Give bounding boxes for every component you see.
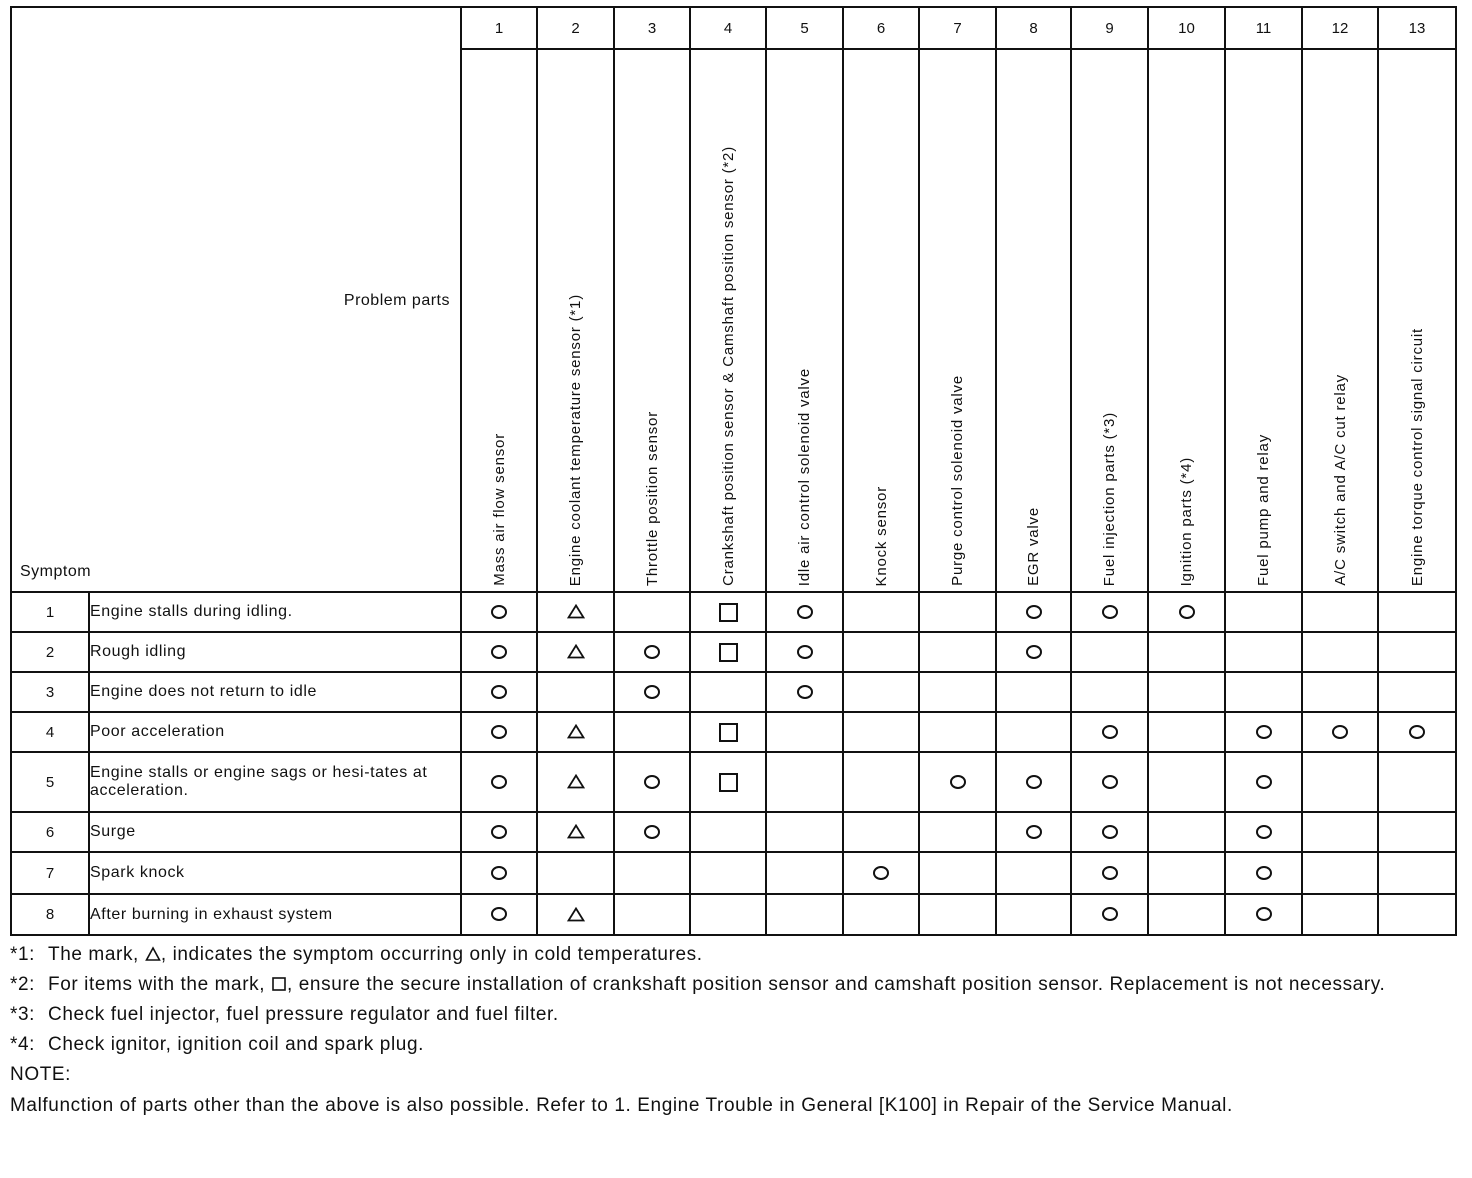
matrix-cell <box>1225 852 1302 894</box>
matrix-cell <box>919 632 996 672</box>
footnote-3-tag: *3: <box>10 1004 36 1025</box>
circle-mark-icon <box>1256 907 1272 921</box>
circle-mark-icon <box>950 775 966 789</box>
part-header-4 <box>690 49 766 592</box>
matrix-cell <box>461 672 537 712</box>
circle-mark-icon <box>644 645 660 659</box>
circle-mark-icon <box>1332 725 1348 739</box>
matrix-cell <box>1378 712 1456 752</box>
circle-mark-icon <box>644 825 660 839</box>
matrix-cell <box>1071 672 1148 712</box>
part-header-3 <box>614 49 690 592</box>
matrix-cell <box>843 894 919 935</box>
matrix-cell <box>614 712 690 752</box>
matrix-cell <box>690 812 766 852</box>
part-number-7: 7 <box>919 7 996 49</box>
circle-mark-icon <box>491 825 507 839</box>
circle-mark-icon <box>491 866 507 880</box>
corner-header-cell <box>11 7 461 592</box>
matrix-cell <box>1302 812 1378 852</box>
matrix-cell <box>690 712 766 752</box>
symptom-name: Engine stalls during idling. <box>89 592 461 632</box>
matrix-cell <box>1302 852 1378 894</box>
matrix-cell <box>843 592 919 632</box>
circle-mark-icon <box>1102 605 1118 619</box>
part-name-11: Fuel pump and relay <box>1255 434 1272 586</box>
symptom-name: Surge <box>89 812 461 852</box>
matrix-cell <box>919 592 996 632</box>
circle-mark-icon <box>491 685 507 699</box>
circle-mark-icon <box>797 605 813 619</box>
matrix-cell <box>1378 852 1456 894</box>
matrix-cell <box>919 812 996 852</box>
matrix-cell <box>1071 752 1148 812</box>
footnote-2 <box>10 970 1456 1000</box>
part-name-4: Crankshaft position sensor & Camshaft position sensor (*2) <box>719 146 737 586</box>
matrix-cell <box>461 852 537 894</box>
part-header-2 <box>537 49 614 592</box>
triangle-mark-icon <box>567 774 585 789</box>
matrix-cell <box>537 812 614 852</box>
part-header-9 <box>1071 49 1148 592</box>
matrix-cell <box>1148 852 1225 894</box>
matrix-cell <box>614 852 690 894</box>
part-header-1 <box>461 49 537 592</box>
matrix-cell <box>537 752 614 812</box>
symptom-number: 1 <box>11 592 89 632</box>
symptom-row <box>11 894 1456 935</box>
matrix-cell <box>1378 812 1456 852</box>
part-header-8 <box>996 49 1071 592</box>
matrix-cell <box>919 672 996 712</box>
footnote-4-tag: *4: <box>10 1034 36 1055</box>
matrix-cell <box>690 632 766 672</box>
part-header-7 <box>919 49 996 592</box>
matrix-cell <box>1225 712 1302 752</box>
part-name-3: Throttle position sensor <box>643 410 661 586</box>
matrix-cell <box>766 852 843 894</box>
matrix-cell <box>461 812 537 852</box>
matrix-cell <box>537 712 614 752</box>
symptom-row <box>11 632 1456 672</box>
matrix-cell <box>537 894 614 935</box>
trouble-matrix-table <box>10 6 1457 936</box>
matrix-cell <box>996 712 1071 752</box>
part-header-6 <box>843 49 919 592</box>
circle-mark-icon <box>1026 605 1042 619</box>
part-header-10 <box>1148 49 1225 592</box>
matrix-cell <box>1071 812 1148 852</box>
symptom-row <box>11 672 1456 712</box>
matrix-cell <box>1302 752 1378 812</box>
circle-mark-icon <box>1026 825 1042 839</box>
matrix-cell <box>843 632 919 672</box>
circle-mark-icon <box>1256 775 1272 789</box>
matrix-cell <box>537 632 614 672</box>
symptom-name: Poor acceleration <box>89 712 461 752</box>
circle-mark-icon <box>491 645 507 659</box>
matrix-cell <box>1071 894 1148 935</box>
symptom-row <box>11 592 1456 632</box>
matrix-cell <box>843 712 919 752</box>
matrix-cell <box>1302 592 1378 632</box>
matrix-cell <box>690 592 766 632</box>
matrix-cell <box>690 852 766 894</box>
matrix-cell <box>614 752 690 812</box>
matrix-cell <box>766 812 843 852</box>
matrix-cell <box>919 894 996 935</box>
symptom-number: 8 <box>11 894 89 935</box>
matrix-cell <box>614 632 690 672</box>
footnote-4 <box>10 1030 1456 1060</box>
note-text: Malfunction of parts other than the above is also possible. Refer to 1. Engine Trouble in General [K100] in Repair of the Service Manual. <box>10 1095 1233 1116</box>
symptom-row <box>11 752 1456 812</box>
part-header-11 <box>1225 49 1302 592</box>
part-name-13: Engine torque control signal circuit <box>1408 327 1426 586</box>
matrix-cell <box>766 712 843 752</box>
part-name-5: Idle air control solenoid valve <box>796 367 813 586</box>
part-number-11: 11 <box>1225 7 1302 49</box>
matrix-cell <box>1378 894 1456 935</box>
matrix-cell <box>461 712 537 752</box>
symptom-name: After burning in exhaust system <box>89 894 461 935</box>
matrix-cell <box>1378 592 1456 632</box>
matrix-cell <box>1378 632 1456 672</box>
matrix-cell <box>614 812 690 852</box>
circle-mark-icon <box>1102 725 1118 739</box>
matrix-cell <box>766 632 843 672</box>
circle-mark-icon <box>644 685 660 699</box>
circle-mark-icon <box>644 775 660 789</box>
part-name-9: Fuel injection parts (*3) <box>1101 411 1118 586</box>
matrix-cell <box>614 894 690 935</box>
matrix-cell <box>919 712 996 752</box>
matrix-cell <box>1148 752 1225 812</box>
matrix-cell <box>461 894 537 935</box>
footnote-3 <box>10 1000 1456 1030</box>
symptom-number: 3 <box>11 672 89 712</box>
footnote-4-text: Check ignitor, ignition coil and spark plug. <box>48 1034 424 1055</box>
part-number-1: 1 <box>461 7 537 49</box>
symptom-name: Engine does not return to idle <box>89 672 461 712</box>
circle-mark-icon <box>491 775 507 789</box>
circle-mark-icon <box>1409 725 1425 739</box>
triangle-mark-icon <box>145 946 161 962</box>
symptom-rows <box>11 592 1456 935</box>
part-number-5: 5 <box>766 7 843 49</box>
matrix-cell <box>996 592 1071 632</box>
matrix-cell <box>1302 712 1378 752</box>
part-number-4: 4 <box>690 7 766 49</box>
matrix-cell <box>1148 894 1225 935</box>
circle-mark-icon <box>1179 605 1195 619</box>
symptom-label: Symptom <box>20 563 92 580</box>
part-name-7: Purge control solenoid valve <box>949 375 966 586</box>
circle-mark-icon <box>1026 645 1042 659</box>
square-mark-icon <box>719 773 738 792</box>
part-number-row <box>11 7 1456 49</box>
matrix-cell <box>766 592 843 632</box>
matrix-cell <box>1225 752 1302 812</box>
part-number-9: 9 <box>1071 7 1148 49</box>
circle-mark-icon <box>491 907 507 921</box>
part-number-6: 6 <box>843 7 919 49</box>
matrix-cell <box>843 752 919 812</box>
circle-mark-icon <box>491 725 507 739</box>
footnote-1-tag: *1: <box>10 944 36 965</box>
matrix-cell <box>843 672 919 712</box>
matrix-cell <box>1071 852 1148 894</box>
footnote-2-tag: *2: <box>10 974 36 995</box>
matrix-cell <box>1148 812 1225 852</box>
square-mark-icon <box>271 976 287 992</box>
circle-mark-icon <box>1256 725 1272 739</box>
part-header-12 <box>1302 49 1378 592</box>
circle-mark-icon <box>1026 775 1042 789</box>
matrix-cell <box>996 752 1071 812</box>
matrix-cell <box>996 812 1071 852</box>
matrix-cell <box>1071 592 1148 632</box>
triangle-mark-icon <box>567 724 585 739</box>
matrix-cell <box>537 672 614 712</box>
problem-parts-label: Problem parts <box>343 292 450 309</box>
footnote-1-text-pre: The mark, <box>48 944 145 965</box>
circle-mark-icon <box>873 866 889 880</box>
matrix-cell <box>766 752 843 812</box>
matrix-cell <box>996 894 1071 935</box>
circle-mark-icon <box>797 645 813 659</box>
matrix-cell <box>1225 894 1302 935</box>
part-name-1: Mass air flow sensor <box>490 433 508 586</box>
symptom-name: Rough idling <box>89 632 461 672</box>
symptom-name: Engine stalls or engine sags or hesi-tates at acceleration. <box>89 752 461 812</box>
part-name-10: Ignition parts (*4) <box>1178 456 1195 586</box>
matrix-cell <box>843 812 919 852</box>
part-name-2: Engine coolant temperature sensor (*1) <box>567 293 584 586</box>
matrix-cell <box>690 672 766 712</box>
circle-mark-icon <box>1256 825 1272 839</box>
symptom-number: 6 <box>11 812 89 852</box>
circle-mark-icon <box>1256 866 1272 880</box>
symptom-number: 5 <box>11 752 89 812</box>
matrix-cell <box>919 752 996 812</box>
matrix-cell <box>690 752 766 812</box>
circle-mark-icon <box>1102 866 1118 880</box>
matrix-cell <box>1071 712 1148 752</box>
triangle-mark-icon <box>567 604 585 619</box>
symptom-row <box>11 812 1456 852</box>
matrix-cell <box>843 852 919 894</box>
part-number-10: 10 <box>1148 7 1225 49</box>
symptom-row <box>11 712 1456 752</box>
circle-mark-icon <box>1102 775 1118 789</box>
matrix-cell <box>1225 672 1302 712</box>
part-header-13 <box>1378 49 1456 592</box>
matrix-cell <box>996 852 1071 894</box>
symptom-number: 7 <box>11 852 89 894</box>
part-number-12: 12 <box>1302 7 1378 49</box>
matrix-cell <box>1148 632 1225 672</box>
symptom-number: 2 <box>11 632 89 672</box>
part-name-6: Knock sensor <box>872 485 890 586</box>
triangle-mark-icon <box>567 644 585 659</box>
matrix-cell <box>1225 632 1302 672</box>
matrix-cell <box>537 852 614 894</box>
matrix-cell <box>996 672 1071 712</box>
footnote-3-text: Check fuel injector, fuel pressure regulator and fuel filter. <box>48 1004 559 1025</box>
matrix-cell <box>1225 812 1302 852</box>
part-name-8: EGR valve <box>1025 507 1042 586</box>
footnote-1-text-post: , indicates the symptom occurring only in cold temperatures. <box>160 944 703 965</box>
part-number-3: 3 <box>614 7 690 49</box>
circle-mark-icon <box>491 605 507 619</box>
matrix-cell <box>919 852 996 894</box>
part-header-5 <box>766 49 843 592</box>
matrix-cell <box>461 592 537 632</box>
matrix-cell <box>1148 592 1225 632</box>
footnote-1 <box>10 940 1456 970</box>
footnotes <box>10 940 1456 1120</box>
square-mark-icon <box>719 643 738 662</box>
footnote-2-text-post: , ensure the secure installation of crankshaft position sensor and camshaft position sensor. Replacement is not necessary. <box>287 974 1386 995</box>
matrix-cell <box>614 672 690 712</box>
part-number-8: 8 <box>996 7 1071 49</box>
diagnosis-chart <box>10 6 1457 936</box>
circle-mark-icon <box>797 685 813 699</box>
matrix-cell <box>1378 672 1456 712</box>
matrix-cell <box>690 894 766 935</box>
circle-mark-icon <box>1102 907 1118 921</box>
matrix-cell <box>1071 632 1148 672</box>
matrix-cell <box>1225 592 1302 632</box>
part-number-2: 2 <box>537 7 614 49</box>
matrix-cell <box>614 592 690 632</box>
symptom-row <box>11 852 1456 894</box>
triangle-mark-icon <box>567 824 585 839</box>
triangle-mark-icon <box>567 907 585 922</box>
square-mark-icon <box>719 723 738 742</box>
matrix-cell <box>1378 752 1456 812</box>
symptom-number: 4 <box>11 712 89 752</box>
circle-mark-icon <box>1102 825 1118 839</box>
symptom-name: Spark knock <box>89 852 461 894</box>
part-number-13: 13 <box>1378 7 1456 49</box>
matrix-cell <box>1302 672 1378 712</box>
matrix-cell <box>537 592 614 632</box>
matrix-cell <box>1148 672 1225 712</box>
matrix-cell <box>1302 894 1378 935</box>
matrix-cell <box>766 894 843 935</box>
footnote-2-text-pre: For items with the mark, <box>48 974 271 995</box>
note-label: NOTE: <box>10 1064 72 1085</box>
part-name-12: A/C switch and A/C cut relay <box>1331 374 1349 586</box>
matrix-cell <box>1148 712 1225 752</box>
square-mark-icon <box>719 603 738 622</box>
matrix-cell <box>461 752 537 812</box>
matrix-cell <box>1302 632 1378 672</box>
matrix-cell <box>766 672 843 712</box>
matrix-cell <box>996 632 1071 672</box>
matrix-cell <box>461 632 537 672</box>
